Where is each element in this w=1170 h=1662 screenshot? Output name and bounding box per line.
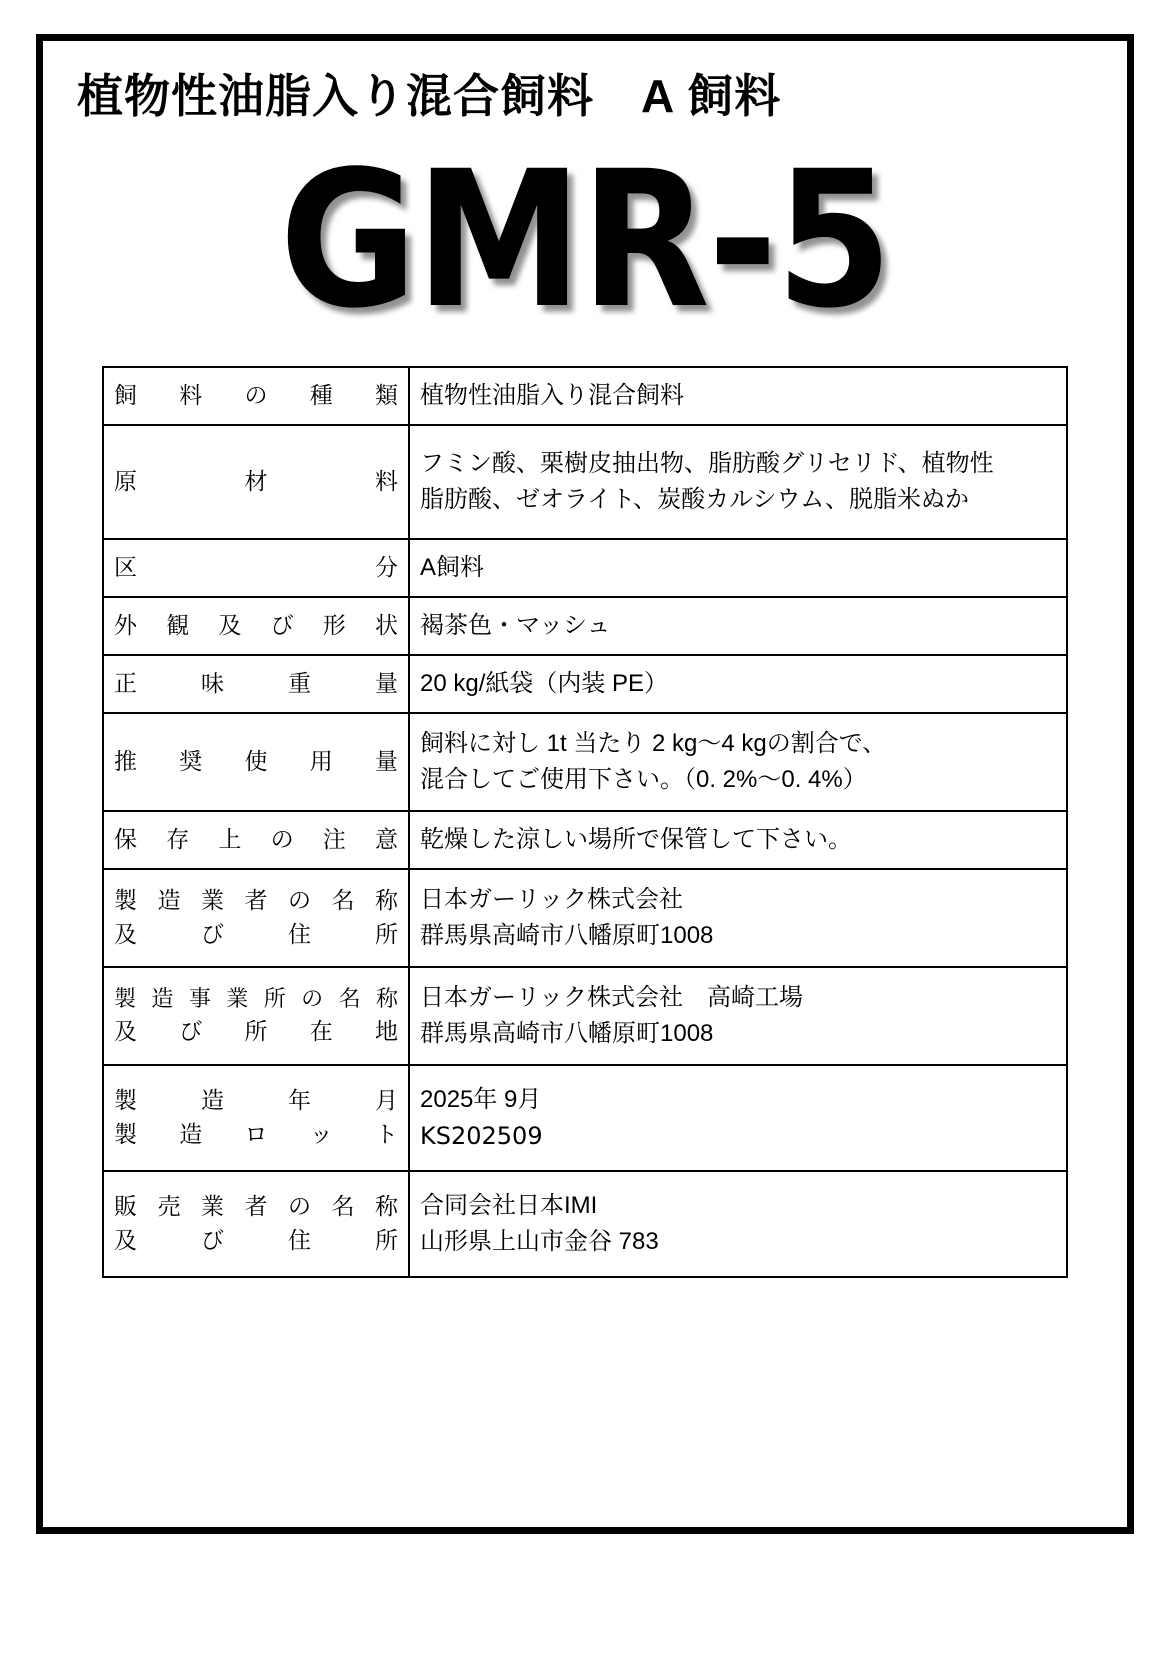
row-label (103, 713, 409, 811)
row-label (103, 1065, 409, 1171)
row-label-text: 及 び 住 所 (114, 920, 398, 947)
row-label-text: 製 造 業 者 の 名 称 (114, 887, 398, 914)
page-title: 植物性油脂入り混合飼料 A 飼料 (77, 70, 782, 122)
row-value (409, 539, 1067, 597)
row-value-line: 群馬県高崎市八幡原町1008 (420, 921, 714, 949)
row-value-line: 20 kg/紙袋（内装 PE） (420, 669, 669, 697)
row-label-text: 飼 料 の 種 類 (114, 381, 398, 408)
row-value-line: 日本ガーリック株式会社 高崎工場 (420, 983, 804, 1011)
row-label-text: 製 造 ロ ッ ト (114, 1120, 398, 1147)
table-row (103, 713, 1067, 811)
row-value (409, 655, 1067, 713)
row-value-line: 褐茶色・マッシュ (420, 611, 611, 639)
row-label (103, 425, 409, 539)
row-value-line: 山形県上山市金谷 783 (420, 1227, 659, 1255)
row-label-text: 区 分 (114, 553, 398, 580)
row-value (409, 811, 1067, 869)
row-label-text: 及 び 住 所 (114, 1226, 398, 1253)
row-value (409, 367, 1067, 425)
table-row (103, 655, 1067, 713)
row-value (409, 1065, 1067, 1171)
row-label-text: 保 存 上 の 注 意 (114, 825, 398, 852)
row-label (103, 811, 409, 869)
row-label (103, 1171, 409, 1277)
row-value-line: 混合してご使用下さい。（0. 2%〜0. 4%） (420, 765, 867, 793)
row-value (409, 967, 1067, 1065)
row-label-text: 原 材 料 (114, 467, 398, 494)
row-label-text: 販 売 業 者 の 名 称 (114, 1193, 398, 1220)
row-value-line: 乾燥した涼しい場所で保管して下さい。 (420, 825, 852, 853)
row-value-line: 合同会社日本IMI (420, 1191, 598, 1219)
row-value-line: 群馬県高崎市八幡原町1008 (420, 1019, 714, 1047)
row-label (103, 869, 409, 967)
row-value (409, 597, 1067, 655)
row-label (103, 597, 409, 655)
label-border (36, 34, 1134, 1534)
row-value-line: KS202509 (420, 1121, 543, 1150)
row-value-line: 日本ガーリック株式会社 (420, 885, 684, 913)
table-row (103, 1171, 1067, 1277)
row-label-text: 製 造 年 月 (114, 1087, 398, 1114)
table-row (103, 869, 1067, 967)
row-label (103, 367, 409, 425)
brand-name: GMR-5 (279, 129, 891, 350)
row-value-line: フミン酸、栗樹皮抽出物、脂肪酸グリセリド、植物性 (420, 449, 994, 477)
row-label (103, 655, 409, 713)
row-value-line: 2025年 9月 (420, 1085, 542, 1113)
table-row (103, 597, 1067, 655)
row-value (409, 869, 1067, 967)
row-label-text: 外 観 及 び 形 状 (114, 611, 398, 638)
row-label-text: 正 味 重 量 (114, 669, 398, 696)
table-row (103, 367, 1067, 425)
row-value-line: 脂肪酸、ゼオライト、炭酸カルシウム、脱脂米ぬか (420, 485, 969, 513)
brand-name-block (71, 124, 1099, 356)
row-label-text: 及 び 所 在 地 (114, 1017, 398, 1044)
table-row (103, 967, 1067, 1065)
row-label (103, 539, 409, 597)
row-value-line: 飼料に対し 1t 当たり 2 kg〜4 kgの割合で、 (420, 729, 887, 757)
table-row (103, 811, 1067, 869)
table-row (103, 1065, 1067, 1171)
specification-table (102, 366, 1068, 1278)
row-label-text: 製 造 事 業 所 の 名 称 (114, 985, 398, 1011)
row-label-text: 推 奨 使 用 量 (114, 747, 398, 774)
table-row (103, 425, 1067, 539)
row-value-line: 植物性油脂入り混合飼料 (420, 381, 684, 409)
row-value-line: A飼料 (420, 553, 485, 581)
row-value (409, 1171, 1067, 1277)
row-value (409, 425, 1067, 539)
row-label (103, 967, 409, 1065)
table-row (103, 539, 1067, 597)
row-value (409, 713, 1067, 811)
